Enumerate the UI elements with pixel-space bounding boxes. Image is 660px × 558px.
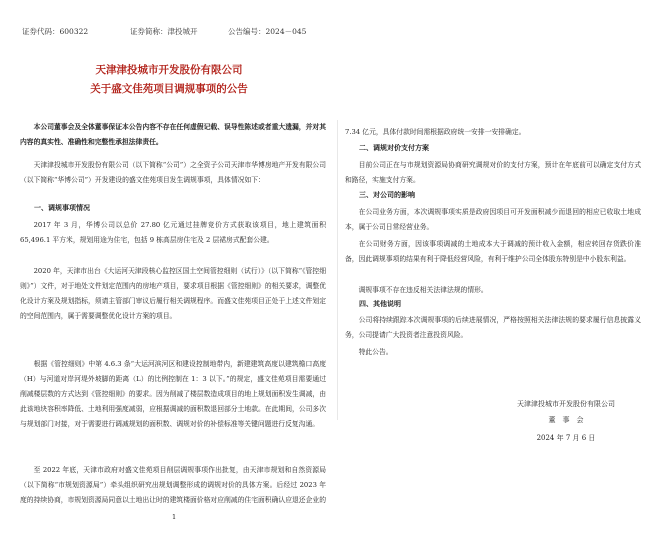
section3-paragraph-2: 在公司财务方面，因该事项调减的土地成本大于调减的预计收入金额，相应转回存货跌价准备，因此调规事项的结果有利于降低经营风险，有利于维护公司全体股东特别是中小股东利益。 xyxy=(345,240,641,264)
announcement-page-right xyxy=(338,0,660,558)
section4-paragraph: 公司将持续跟踪本次调规事项的后续进展情况，严格按照相关法律法规的要求履行信息披露义务，公司提请广大投资者注意投资风险。 xyxy=(345,316,641,340)
section1-heading: 一、调规事项情况 xyxy=(34,203,90,212)
section3-paragraph-3: 调规事项不存在违反相关法律法规的情形。 xyxy=(358,286,488,294)
signature-date: 2024 年 7 月 6 日 xyxy=(536,434,596,442)
section1-paragraph-3: 根据《管控细则》中第 4.6.3 条“大运河滨河区和建设控制地带内，新建建筑高度以建筑檐口高度（H）与河道对岸河堤外坡脚的距离（L）的比例控制在 1：3 以下。”的规定，盛文佳苑项目需要通过削减楼层数的方式达到《管控细则》的要求。因为削减了楼层数造成项目的地上规划面积发生调减，由此该地块容积率降低、土地利用强度减弱，应根据调减的面积数退回部分土地款。在此期间，公司多次与规划部门对接，对于需要进行调减规划的面积数、调规对价的补偿标准等关键问题进行反复沟通。 xyxy=(20,360,326,429)
section4-heading: 四、其他说明 xyxy=(359,299,401,308)
company-title: 天津津投城市开发股份有限公司 xyxy=(95,64,243,76)
stock-code: 证券代码：600322 xyxy=(22,27,89,36)
closing-text: 特此公告。 xyxy=(358,348,393,356)
page-number: 1 xyxy=(172,513,177,521)
section1-paragraph-1: 2017 年 3 月，华博公司以总价 27.80 亿元通过挂牌竞价方式获取该项目，地上建筑面积 65,496.1 平方米，规划用途为住宅，包括 9 栋高层房住宅及 2 层裙房式配套公建。 xyxy=(20,221,326,245)
section3-heading: 三、对公司的影响 xyxy=(359,190,415,199)
signature-board: 董 事 会 xyxy=(548,416,584,424)
announcement-number: 公告编号：2024－045 xyxy=(228,27,307,36)
section1-paragraph-2: 2020 年，天津市出台《大运河天津段核心监控区国土空间管控细则（试行）》（以下简称“《管控细则》”）文件，对于地处文件划定范围内的房地产项目，要求项目根据《管控细则》的相关要求，调整优化设计方案及规划指标，须请主管部门审议后履行相关调规程序。而盛文佳苑项目正处于上述文件划定的空间范围内，属于需要调整优化设计方案的项目。 xyxy=(20,267,326,321)
section1-paragraph-4-continued: 7.34 亿元，具体付款时间需根据政府统一安排一安排确定。 xyxy=(345,128,526,136)
board-statement: 本公司董事会及全体董事保证本公告内容不存在任何虚假记载、误导性陈述或者重大遗漏，并对其内容的真实性、准确性和完整性承担法律责任。 xyxy=(20,123,326,147)
section2-paragraph: 目前公司正在与市规划资源局协商研究调规对价的支付方案，预计在年底前可以确定支付方式和路径，实施支付方案。 xyxy=(345,161,641,185)
section1-paragraph-4: 至 2022 年底，天津市政府对盛文佳苑项目削层调规事项作出批复，由天津市规划和自然资源局（以下简称“市规划资源局”）牵头组织研究出规划调整形成的调规对价的具体方案。后经过 2023 年度的持续协商，市规划资源局同意以土地出让时的建筑楼面价格对应削减的住宅面积确认应退还企业的 xyxy=(20,466,326,505)
section3-paragraph-1: 在公司业务方面，本次调规事项实质是政府因项目可开发面积减少而退回的相应已收取土地成本，属于公司日常经营业务。 xyxy=(345,208,641,232)
intro-paragraph: 天津津投城市开发股份有限公司（以下简称“公司”）之全资子公司天津市华博房地产开发有限公司（以下简称“华博公司”）开发建设的盛文佳苑项目发生调规事项，具体情况如下： xyxy=(20,161,327,185)
announcement-subject: 关于盛文佳苑项目调规事项的公告 xyxy=(90,83,248,95)
section2-heading: 二、调规对价支付方案 xyxy=(359,143,429,152)
signature-company: 天津津投城市开发股份有限公司 xyxy=(517,400,615,408)
stock-name: 证券简称：津投城开 xyxy=(130,27,198,36)
